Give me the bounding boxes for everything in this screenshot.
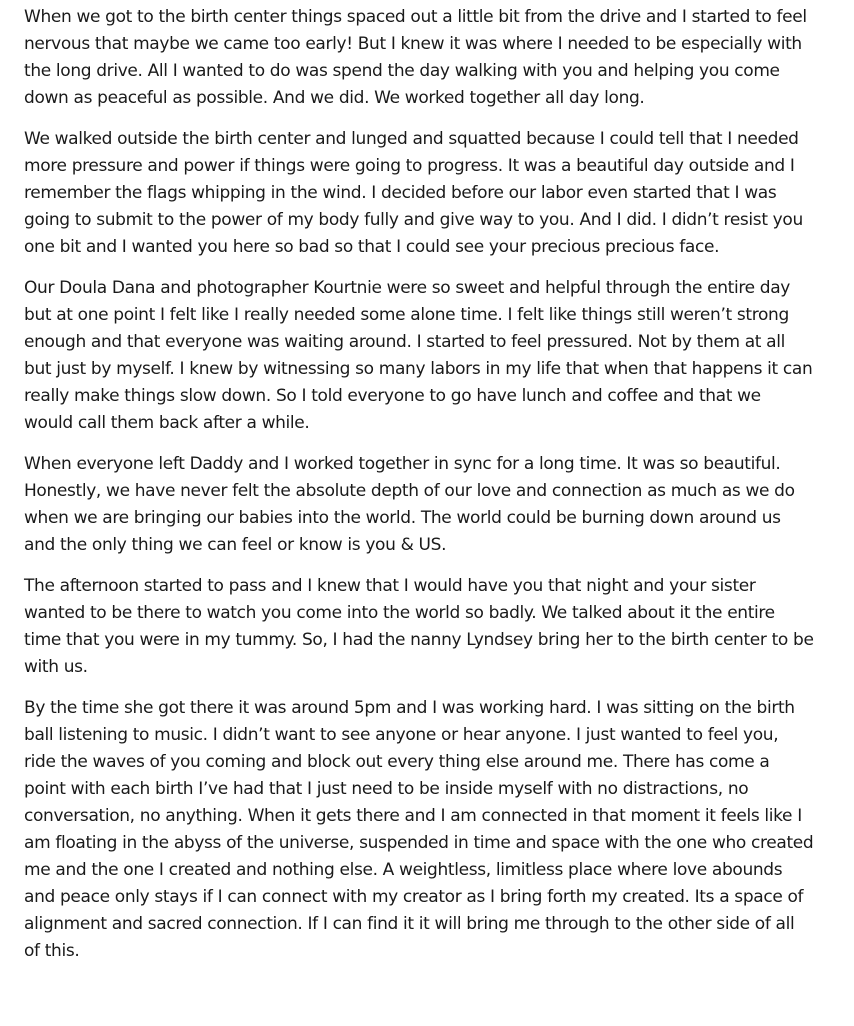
paragraph-evening: By the time she got there it was around 5pm and I was working hard. I was sitting on the birth ball listening to music. I didn’t want to see anyone or hear anyone. I just wanted to feel you, ride the waves of you coming and block out every thing else around me. There has come a point with each birth I’ve had that I just need to be inside myself with no distractions, no conversation, no anything. When it gets there and I am connected in that moment it feels like I am floating in the abyss of the universe, suspended in time and space with the one who created me and the one I created and nothing else. A weightless, limitless place where love abounds and peace only stays if I can connect with my creator as I bring forth my created. Its a space of alignment and sacred connection. If I can find it it will bring me through to the other side of all of this. bbox=[24, 698, 814, 961]
paragraph-working-together: When everyone left Daddy and I worked together in sync for a long time. It was so beautiful. Honestly, we have never felt the absolute depth of our love and connection as much as we do when we are bringing our babies into the world. The world could be burning down around us and the only thing we can feel or know is you & US. bbox=[24, 454, 795, 555]
paragraph-alone-time: Our Doula Dana and photographer Kourtnie were so sweet and helpful through the entire day but at one point I felt like I really needed some alone time. I felt like things still weren’t strong enough and that everyone was waiting around. I started to feel pressured. Not by them at all but just by myself. I knew by witnessing so many labors in my life that when that happens it can really make things slow down. So I told everyone to go have lunch and coffee and that we would call them back after a while. bbox=[24, 278, 813, 433]
paragraph-afternoon: The afternoon started to pass and I knew that I would have you that night and your sister wanted to be there to watch you come into the world so badly. We talked about it the entire time that you were in my tummy. So, I had the nanny Lyndsey bring her to the birth center to be with us. bbox=[24, 576, 814, 677]
paragraph-walking-outside: We walked outside the birth center and lunged and squatted because I could tell that I needed more pressure and power if things were going to progress. It was a beautiful day outside and I remember the flags whipping in the wind. I decided before our labor even started that I was going to submit to the power of my body fully and give way to you. And I did. I didn’t resist you one bit and I wanted you here so bad so that I could see your precious precious face. bbox=[24, 129, 803, 257]
paragraph-arrival: When we got to the birth center things spaced out a little bit from the drive and I started to feel nervous that maybe we came too early! But I knew it was where I needed to be especially with the long drive. All I wanted to do was spend the day walking with you and helping you come down as peaceful as possible. And we did. We worked together all day long. bbox=[24, 7, 807, 108]
